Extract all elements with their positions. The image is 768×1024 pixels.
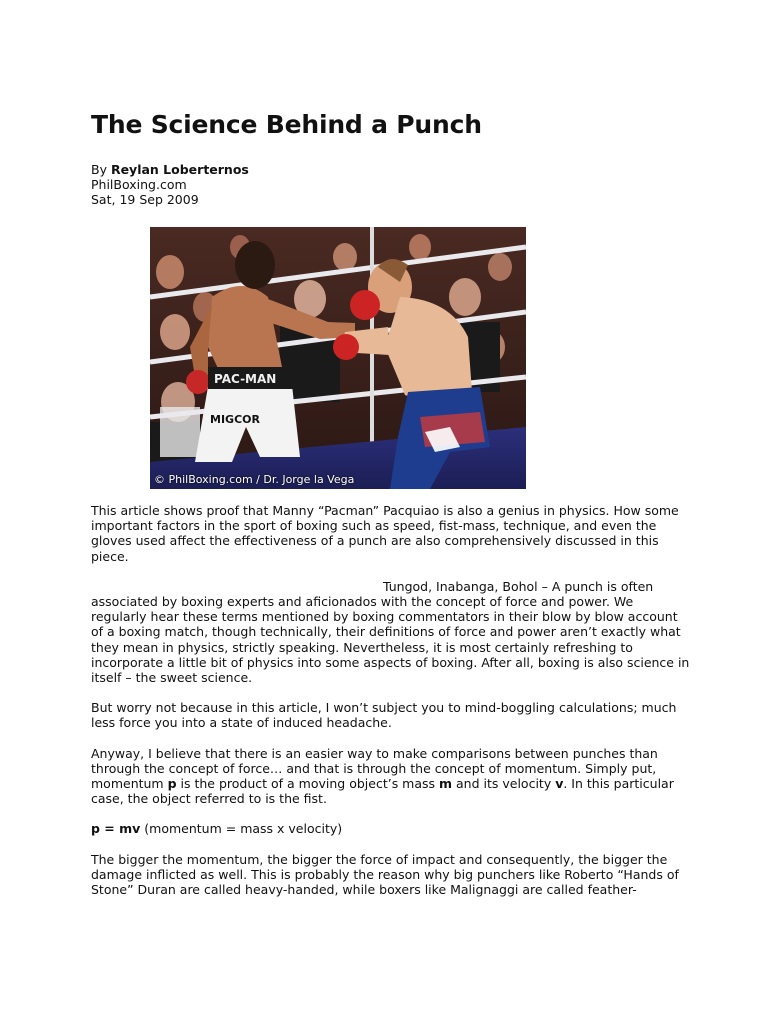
article-title: The Science Behind a Punch [91, 110, 482, 139]
author-name: Reylan Loberternos [110, 162, 249, 177]
paragraph-impact: The bigger the momentum, the bigger the force of impact and consequently, the bigger the damage inflicted as well. This is probably the reason why big punchers like Roberto “Hands of Stone” Duran are called heavy-handed, while boxers like Malignaggi are called feather- [91, 851, 679, 898]
paragraph-intro: This article shows proof that Manny “Pacman” Pacquiao is also a genius in physics. How some important factors in the sport of boxing such as speed, fist-mass, technique, and even the gloves used affect the effectiveness of a punch are also comprehensively discussed in this piece. [91, 503, 679, 564]
paragraph-reassurance: But worry not because in this article, I won’t subject you to mind-boggling calculations; much less force you into a state of induced headache. [91, 700, 677, 731]
momentum-text-d: . In this particular case, the object referred to is the fist. [91, 776, 674, 807]
byline [91, 162, 249, 177]
momentum-text-b: is the product of a moving object’s mass [176, 776, 440, 792]
momentum-text-a: Anyway, I believe that there is an easier way to make comparisons between punches than through the concept of force… and that is through the concept of momentum. Simply put, momentum [91, 745, 658, 792]
source-name: PhilBoxing.com [91, 177, 187, 192]
boxing-photo-illustration [150, 227, 526, 489]
article-photo [150, 227, 526, 489]
paragraph-dateline [91, 579, 691, 685]
trunks-text-2: MIGCOR [210, 413, 260, 426]
formula-bold: p = mv [91, 821, 141, 837]
article-meta [91, 162, 249, 207]
article-body [91, 503, 691, 912]
momentum-symbol-p: p [167, 776, 177, 792]
byline-prefix: By [91, 162, 111, 177]
formula-line [91, 821, 691, 836]
mass-symbol-m: m [439, 776, 453, 792]
paragraph-momentum [91, 746, 691, 807]
publish-date: Sat, 19 Sep 2009 [91, 192, 199, 207]
formula-explanation: (momentum = mass x velocity) [140, 821, 343, 837]
paragraph-dateline-text: Tungod, Inabanga, Bohol – A punch is often associated by boxing experts and aficionados with the concept of force and power. We regularly hear these terms mentioned by boxing commentators in their blow by blow account of a boxing match, though technically, their definitions of force and power aren’t exactly what they mean in physics, strictly speaking. Nevertheless, it is most certainly refreshing to incorporate a little bit of physics into some aspects of boxing. After all, boxing is also science in itself – the sweet science. [91, 578, 690, 686]
photo-credit: © PhilBoxing.com / Dr. Jorge la Vega [154, 473, 355, 486]
trunks-text: PAC-MAN [214, 372, 277, 386]
momentum-text-c: and its velocity [452, 776, 556, 792]
velocity-symbol-v: v [555, 776, 564, 792]
